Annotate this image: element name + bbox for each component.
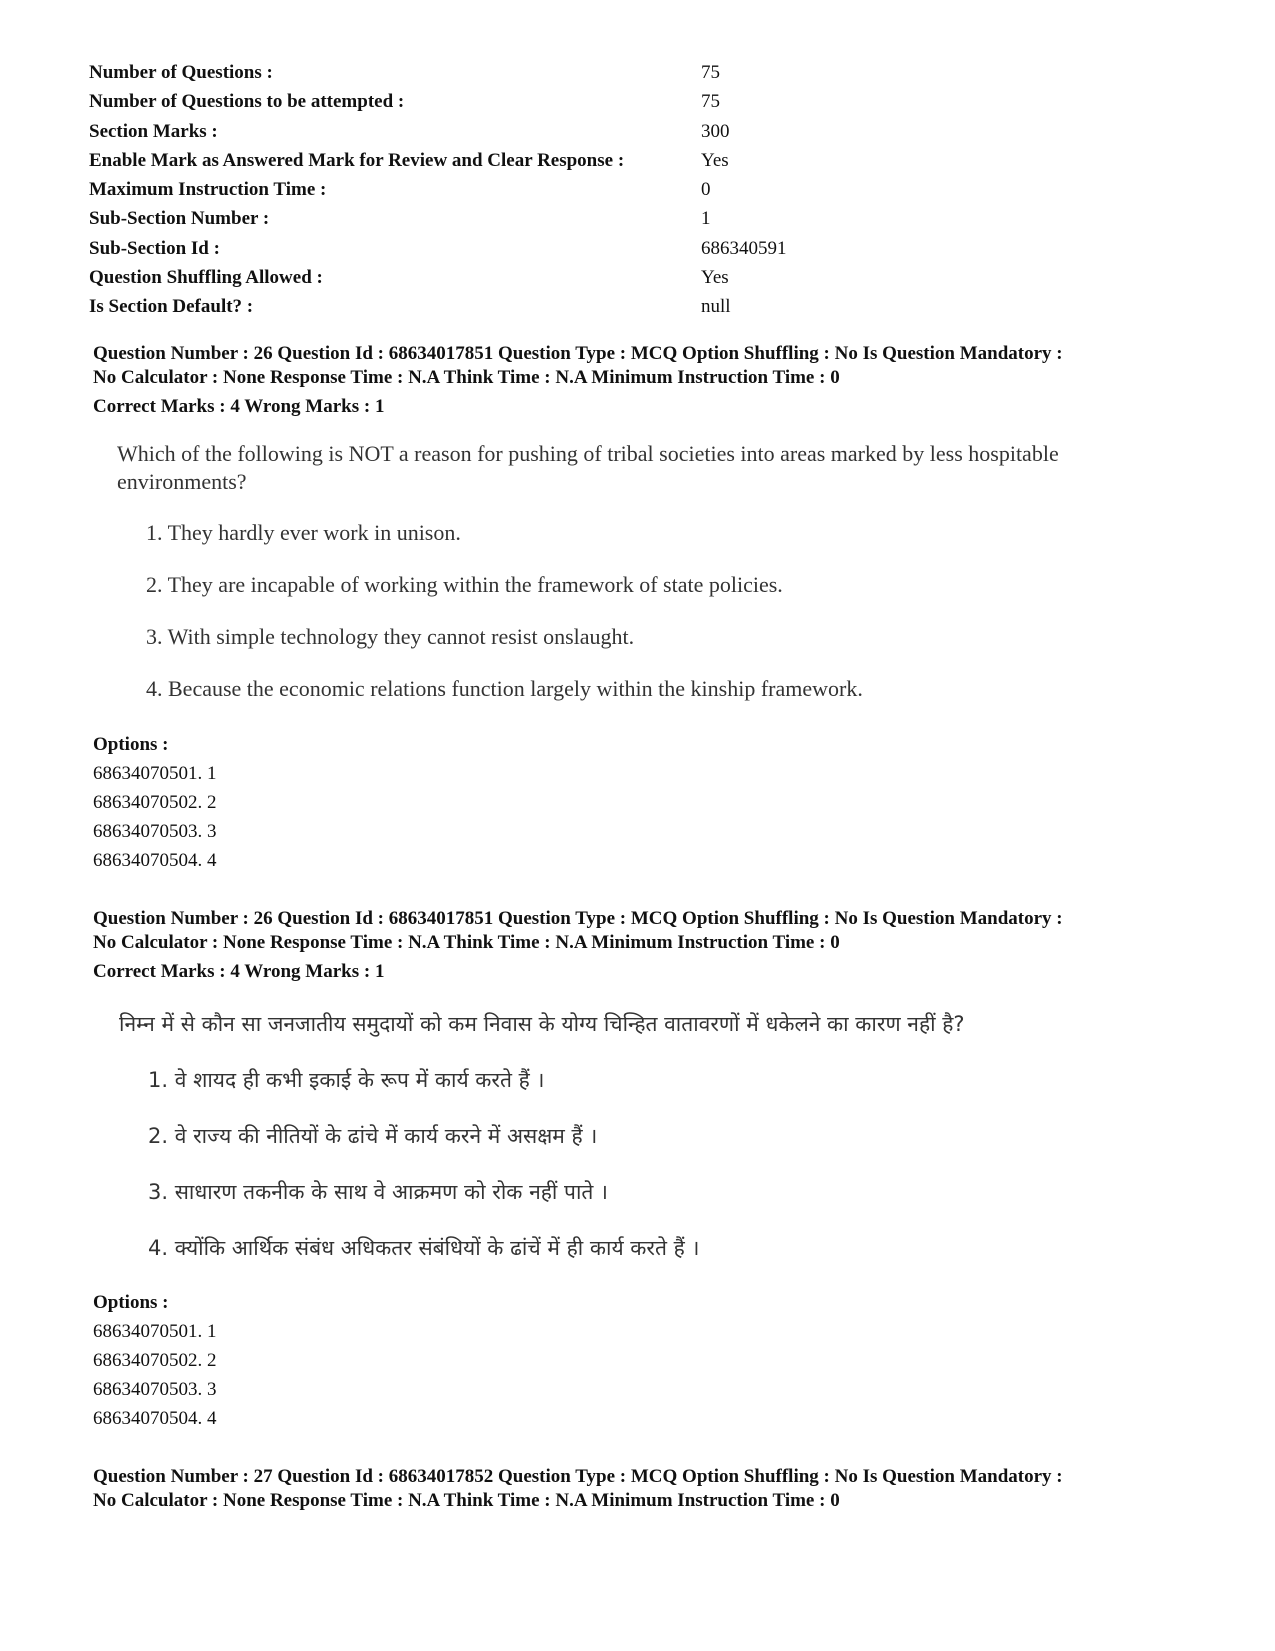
info-row (89, 175, 787, 204)
info-label: Section Marks : (89, 120, 218, 142)
info-label: Is Section Default? : (89, 296, 254, 318)
info-row (89, 204, 787, 233)
question-meta-line: No Calculator : None Response Time : N.A Think Time : N.A Minimum Instruction Time : 0 (93, 932, 840, 953)
statement-item: 2. They are incapable of working within the framework of state policies. (146, 572, 783, 597)
question-26-hindi-header (93, 907, 1213, 984)
info-value: 1 (701, 208, 711, 230)
option-item: 68634070504. 4 (93, 1408, 217, 1429)
info-label: Enable Mark as Answered Mark for Review and Clear Response : (89, 149, 625, 171)
statement-item: 3. With simple technology they cannot resist onslaught. (146, 624, 635, 649)
section-info-table (89, 58, 787, 322)
info-row (89, 292, 787, 321)
option-item: 68634070503. 3 (93, 1379, 217, 1400)
question-meta-line: Question Number : 26 Question Id : 68634017851 Question Type : MCQ Option Shuffling : No Is Question Mandatory : (93, 343, 1063, 364)
info-label: Number of Questions to be attempted : (89, 91, 405, 113)
option-item: 68634070502. 2 (93, 1350, 217, 1371)
info-value: Yes (701, 149, 729, 171)
info-value: 686340591 (701, 237, 787, 259)
question-26-header (93, 342, 1213, 419)
info-row (89, 117, 787, 146)
info-label: Maximum Instruction Time : (89, 179, 327, 201)
info-value: 0 (701, 179, 711, 201)
option-item: 68634070503. 3 (93, 821, 217, 842)
info-row (89, 58, 787, 87)
info-label: Sub-Section Id : (89, 237, 220, 259)
option-item: 68634070504. 4 (93, 850, 217, 871)
statement-item: 4. क्योंकि आर्थिक संबंध अधिकतर संबंधियों के ढांचें में ही कार्य करते हैं । (148, 1236, 700, 1260)
options-list (93, 1288, 217, 1433)
question-text-line: Which of the following is NOT a reason for pushing of tribal societies into areas marked by less hospitable (117, 441, 1059, 466)
statement-item: 3. साधारण तकनीक के साथ वे आक्रमण को रोक नहीं पाते । (148, 1180, 608, 1204)
info-label: Number of Questions : (89, 62, 273, 83)
statement-item: 1. They hardly ever work in unison. (146, 520, 461, 545)
info-value: Yes (701, 267, 729, 289)
info-row (89, 234, 787, 263)
option-item: 68634070501. 1 (93, 763, 217, 784)
info-label: Sub-Section Number : (89, 208, 270, 230)
options-title: Options : (93, 1292, 169, 1313)
question-meta-line: Question Number : 27 Question Id : 68634017852 Question Type : MCQ Option Shuffling : No Is Question Mandatory : (93, 1466, 1063, 1487)
question-marks: Correct Marks : 4 Wrong Marks : 1 (93, 961, 385, 982)
info-row (89, 87, 787, 116)
info-value: 75 (701, 62, 720, 83)
options-title: Options : (93, 734, 169, 755)
statement-item: 4. Because the economic relations function largely within the kinship framework. (146, 676, 863, 701)
info-value: 75 (701, 91, 720, 113)
option-item: 68634070502. 2 (93, 792, 217, 813)
info-value: null (701, 296, 731, 318)
question-text-line: environments? (117, 469, 247, 494)
question-meta-line: No Calculator : None Response Time : N.A Think Time : N.A Minimum Instruction Time : 0 (93, 367, 840, 388)
options-list (93, 730, 217, 875)
question-meta-line: No Calculator : None Response Time : N.A Think Time : N.A Minimum Instruction Time : 0 (93, 1490, 840, 1511)
info-label: Question Shuffling Allowed : (89, 267, 323, 289)
question-marks: Correct Marks : 4 Wrong Marks : 1 (93, 396, 385, 417)
info-row (89, 146, 787, 175)
statement-item: 2. वे राज्य की नीतियों के ढांचे में कार्य करने में असक्षम हैं । (148, 1124, 598, 1148)
statement-item: 1. वे शायद ही कभी इकाई के रूप में कार्य करते हैं । (148, 1068, 545, 1092)
question-27-header (93, 1465, 1213, 1513)
question-text: निम्न में से कौन सा जनजातीय समुदायों को कम निवास के योग्य चिन्हित वातावरणों में धकेलने का कारण नहीं है? (119, 1012, 965, 1036)
question-text (117, 440, 1217, 496)
option-item: 68634070501. 1 (93, 1321, 217, 1342)
info-row (89, 263, 787, 292)
question-meta-line: Question Number : 26 Question Id : 68634017851 Question Type : MCQ Option Shuffling : No Is Question Mandatory : (93, 908, 1063, 929)
info-value: 300 (701, 120, 730, 142)
